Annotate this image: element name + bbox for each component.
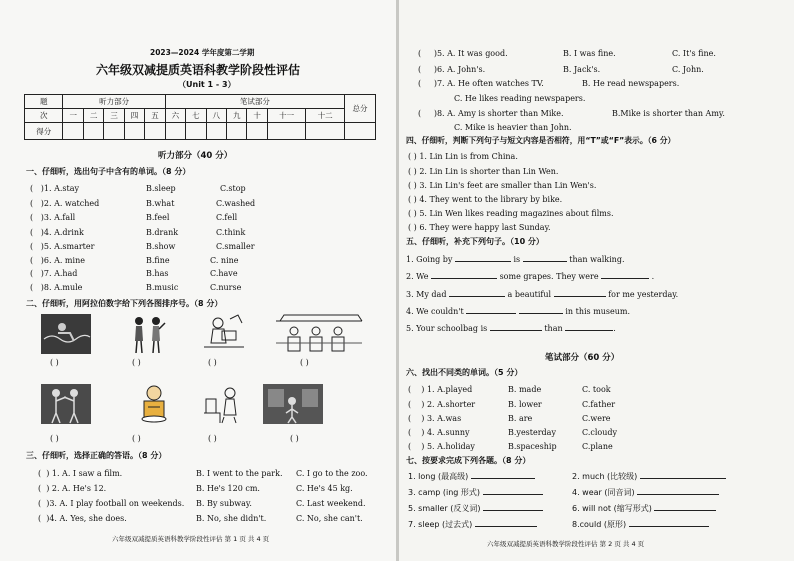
score-col: 六 bbox=[165, 109, 185, 123]
q3-option-b: B. He's 120 cm. bbox=[196, 484, 260, 493]
q6-option-b: B.yesterday bbox=[508, 428, 556, 437]
score-cell[interactable] bbox=[247, 123, 267, 140]
q3-option-c: C. I go to the zoo. bbox=[296, 469, 368, 478]
q6-item-3: ( ) 3. A.was bbox=[408, 414, 462, 423]
q3-item-2: ( ) 2. A. He's 12. bbox=[38, 484, 107, 493]
q5-blank[interactable] bbox=[554, 296, 606, 297]
q7-blank[interactable] bbox=[640, 478, 726, 479]
q3-option-b: B. By subway. bbox=[196, 499, 252, 508]
q1-item-6: ( )6. A. mine bbox=[30, 256, 85, 265]
picture-kids-in-class bbox=[274, 313, 364, 355]
q1-option-c: C.fell bbox=[216, 213, 238, 222]
q3-item-1: ( ) 1. A. I saw a film. bbox=[38, 469, 123, 478]
q3-item-7: ( )7. A. He often watches TV. bbox=[418, 79, 544, 88]
score-col: 八 bbox=[206, 109, 226, 123]
q3-option-c: C. He likes reading newspapers. bbox=[454, 94, 586, 103]
q6-option-c: C.cloudy bbox=[582, 428, 618, 437]
q5-blank[interactable] bbox=[431, 278, 497, 279]
q3-item-4: ( )4. A. Yes, she does. bbox=[38, 514, 127, 523]
q1-option-c: C. nine bbox=[210, 256, 239, 265]
q4-heading: 四、仔细听，判断下列句子与短文内容是否相符，用“T”或“F”表示。（6 分） bbox=[406, 136, 676, 145]
score-cell[interactable] bbox=[306, 123, 345, 140]
q7-item: 2. much (比较级) bbox=[572, 473, 726, 481]
q7-item: 3. camp (ing 形式) bbox=[408, 489, 543, 497]
q6-option-b: B. are bbox=[508, 414, 533, 423]
writing-section-header: 笔试部分 bbox=[165, 95, 344, 109]
score-cell[interactable] bbox=[226, 123, 246, 140]
picture-girl-reading bbox=[202, 313, 246, 355]
score-col: 四 bbox=[124, 109, 144, 123]
q1-item-8: ( )8. A.mule bbox=[30, 283, 83, 292]
score-col: 九 bbox=[226, 109, 246, 123]
q7-heading: 七、按要求完成下列各题。（8 分） bbox=[406, 456, 531, 465]
unit-range: （Unit 1 - 3） bbox=[178, 80, 236, 89]
q7-blank[interactable] bbox=[637, 494, 719, 495]
q6-item-1: ( ) 1. A.played bbox=[408, 385, 473, 394]
q1-item-4: ( )4. A.drink bbox=[30, 228, 84, 237]
q3-option-b: B. Jack's. bbox=[563, 65, 601, 74]
score-cell[interactable] bbox=[124, 123, 144, 140]
page-fold bbox=[396, 0, 399, 561]
q4-item: ( ) 6. They were happy last Sunday. bbox=[408, 223, 551, 232]
q5-sentence-1: 1. Going by is than walking. bbox=[406, 255, 625, 264]
q5-blank[interactable] bbox=[466, 313, 516, 314]
q5-blank[interactable] bbox=[455, 261, 511, 262]
q5-sentence-4: 4. We couldn't in this museum. bbox=[406, 307, 631, 316]
q6-heading: 六、找出不同类的单词。（5 分） bbox=[406, 368, 523, 377]
score-cell[interactable] bbox=[206, 123, 226, 140]
q6-item-4: ( ) 4. A.sunny bbox=[408, 428, 470, 437]
q5-sentence-2: 2. We some grapes. They were . bbox=[406, 272, 655, 281]
q3-item-3: ( )3. A. I play football on weekends. bbox=[38, 499, 185, 508]
q5-blank[interactable] bbox=[449, 296, 505, 297]
score-cell[interactable] bbox=[83, 123, 103, 140]
q2-answer-bracket[interactable]: ( ) bbox=[300, 358, 309, 367]
score-col: 十一 bbox=[267, 109, 305, 123]
q2-answer-bracket[interactable]: ( ) bbox=[132, 358, 141, 367]
q1-option-b: B.feel bbox=[146, 213, 170, 222]
score-table-header: 题 bbox=[25, 95, 63, 109]
q1-item-3: ( )3. A.fall bbox=[30, 213, 76, 222]
q2-answer-bracket[interactable]: ( ) bbox=[290, 434, 299, 443]
q3-option-c: C. Last weekend. bbox=[296, 499, 366, 508]
q3-option-b: B. I was fine. bbox=[563, 49, 616, 58]
q1-option-c: C.smaller bbox=[216, 242, 255, 251]
q1-option-b: B.sleep bbox=[146, 184, 176, 193]
listening-heading: 听力部分（40 分） bbox=[158, 151, 233, 161]
q4-item: ( ) 4. They went to the library by bike. bbox=[408, 195, 563, 204]
score-col: 十二 bbox=[306, 109, 345, 123]
q7-item: 7. sleep (过去式) bbox=[408, 521, 537, 529]
score-col: 十 bbox=[247, 109, 267, 123]
score-cell[interactable] bbox=[145, 123, 165, 140]
q1-heading: 一、仔细听，选出句子中含有的单词。（8 分） bbox=[26, 167, 191, 176]
score-col: 七 bbox=[186, 109, 206, 123]
q5-blank[interactable] bbox=[490, 330, 542, 331]
q2-answer-bracket[interactable]: ( ) bbox=[132, 434, 141, 443]
q1-option-c: C.stop bbox=[220, 184, 246, 193]
q1-option-c: C.nurse bbox=[210, 283, 242, 292]
q2-answer-bracket[interactable]: ( ) bbox=[208, 358, 217, 367]
q3-item-6: ( )6. A. John's. bbox=[418, 65, 486, 74]
score-cell[interactable] bbox=[63, 123, 83, 140]
q5-blank[interactable] bbox=[519, 313, 563, 314]
q3-option-b: B.Mike is shorter than Amy. bbox=[612, 109, 725, 118]
q2-heading: 二、仔细听，用阿拉伯数字给下列各图排序号。（8 分） bbox=[26, 299, 223, 308]
school-year: 2023—2024 学年度第二学期 bbox=[150, 48, 255, 57]
q3-option-c: C. He's 45 kg. bbox=[296, 484, 353, 493]
q5-sentence-5: 5. Your schoolbag is than . bbox=[406, 324, 616, 333]
q4-item: ( ) 5. Lin Wen likes reading magazines about films. bbox=[408, 209, 614, 218]
q1-option-b: B.has bbox=[146, 269, 169, 278]
score-cell[interactable] bbox=[165, 123, 185, 140]
score-cell[interactable] bbox=[267, 123, 305, 140]
q7-blank[interactable] bbox=[629, 526, 709, 527]
q5-blank[interactable] bbox=[523, 261, 567, 262]
q7-blank[interactable] bbox=[654, 510, 716, 511]
q1-item-2: ( )2. A. watched bbox=[30, 199, 100, 208]
q4-item: ( ) 3. Lin Lin's feet are smaller than Lin Wen's. bbox=[408, 181, 597, 190]
q1-item-5: ( )5. A.smarter bbox=[30, 242, 95, 251]
q3-option-b: B. I went to the park. bbox=[196, 469, 283, 478]
q3-option-c: C. Mike is heavier than John. bbox=[454, 123, 572, 132]
score-table bbox=[24, 94, 376, 140]
q5-heading: 五、仔细听，补充下列句子。（10 分） bbox=[406, 237, 544, 246]
picture-two-men-fighting bbox=[40, 383, 92, 425]
q7-item: 8.could (原形) bbox=[572, 521, 709, 529]
q6-option-b: B.spaceship bbox=[508, 442, 557, 451]
score-cell[interactable] bbox=[104, 123, 124, 140]
score-table-row-label: 得分 bbox=[25, 123, 63, 140]
q4-item: ( ) 1. Lin Lin is from China. bbox=[408, 152, 518, 161]
picture-boy-swimming bbox=[40, 313, 92, 355]
q6-option-b: B. made bbox=[508, 385, 542, 394]
score-col: 一 bbox=[63, 109, 83, 123]
q3-option-c: C. It's fine. bbox=[672, 49, 716, 58]
score-cell[interactable] bbox=[345, 123, 376, 140]
page-1-footer: 六年级双减提质英语科教学阶段性评估 第 1 页 共 4 页 bbox=[112, 535, 270, 543]
q1-option-c: C.have bbox=[210, 269, 238, 278]
q1-option-b: B.fine bbox=[146, 256, 170, 265]
score-cell[interactable] bbox=[186, 123, 206, 140]
page-2-footer: 六年级双减提质英语科教学阶段性评估 第 2 页 共 4 页 bbox=[487, 540, 645, 548]
q7-item: 6. will not (缩写形式) bbox=[572, 505, 716, 513]
q3-item-8: ( )8. A. Amy is shorter than Mike. bbox=[418, 109, 564, 118]
picture-people-in-street bbox=[262, 383, 324, 425]
q7-blank[interactable] bbox=[471, 478, 535, 479]
score-col: 二 bbox=[83, 109, 103, 123]
q1-option-b: B.what bbox=[146, 199, 175, 208]
q1-option-c: C.think bbox=[216, 228, 246, 237]
q5-blank[interactable] bbox=[565, 330, 613, 331]
q7-item: 4. wear (同音词) bbox=[572, 489, 719, 497]
q6-option-c: C.were bbox=[582, 414, 611, 423]
q7-item: 1. long (最高级) bbox=[408, 473, 535, 481]
q5-blank[interactable] bbox=[601, 278, 649, 279]
page-title: 六年级双减提质英语科教学阶段性评估 bbox=[96, 63, 301, 77]
q1-option-c: C.washed bbox=[216, 199, 256, 208]
q7-blank[interactable] bbox=[483, 494, 543, 495]
q3-heading: 三、仔细听，选择正确的答语。（8 分） bbox=[26, 451, 167, 460]
q3-option-c: C. No, she can't. bbox=[296, 514, 363, 523]
q2-answer-bracket[interactable]: ( ) bbox=[50, 434, 59, 443]
writing-heading: 笔试部分（60 分） bbox=[545, 353, 620, 363]
q1-option-b: B.drank bbox=[146, 228, 179, 237]
total-score-header: 总分 bbox=[345, 95, 376, 123]
picture-girl-drinking bbox=[200, 383, 246, 425]
q4-item: ( ) 2. Lin Lin is shorter than Lin Wen. bbox=[408, 167, 559, 176]
q6-option-c: C.father bbox=[582, 400, 616, 409]
q7-item: 5. smaller (反义词) bbox=[408, 505, 543, 513]
listening-section-header: 听力部分 bbox=[63, 95, 165, 109]
q1-item-1: ( )1. A.stay bbox=[30, 184, 79, 193]
q1-item-7: ( )7. A.had bbox=[30, 269, 78, 278]
q1-option-b: B.show bbox=[146, 242, 176, 251]
q6-item-2: ( ) 2. A.shorter bbox=[408, 400, 476, 409]
score-col: 五 bbox=[145, 109, 165, 123]
score-table-row-label: 次 bbox=[25, 109, 63, 123]
picture-two-kids-talking bbox=[128, 313, 168, 355]
q7-blank[interactable] bbox=[483, 510, 543, 511]
q6-item-5: ( ) 5. A.holiday bbox=[408, 442, 475, 451]
q1-option-b: B.music bbox=[146, 283, 179, 292]
picture-boy-eating bbox=[134, 383, 174, 425]
q3-item-5: ( )5. A. It was good. bbox=[418, 49, 508, 58]
q6-option-b: B. lower bbox=[508, 400, 542, 409]
q6-option-c: C. took bbox=[582, 385, 611, 394]
q3-option-b: B. He read newspapers. bbox=[582, 79, 680, 88]
score-col: 三 bbox=[104, 109, 124, 123]
q2-answer-bracket[interactable]: ( ) bbox=[208, 434, 217, 443]
q3-option-b: B. No, she didn't. bbox=[196, 514, 267, 523]
q7-blank[interactable] bbox=[475, 526, 537, 527]
q2-answer-bracket[interactable]: ( ) bbox=[50, 358, 59, 367]
q6-option-c: C.plane bbox=[582, 442, 613, 451]
q3-option-c: C. John. bbox=[672, 65, 704, 74]
q5-sentence-3: 3. My dad a beautiful for me yesterday. bbox=[406, 290, 679, 299]
